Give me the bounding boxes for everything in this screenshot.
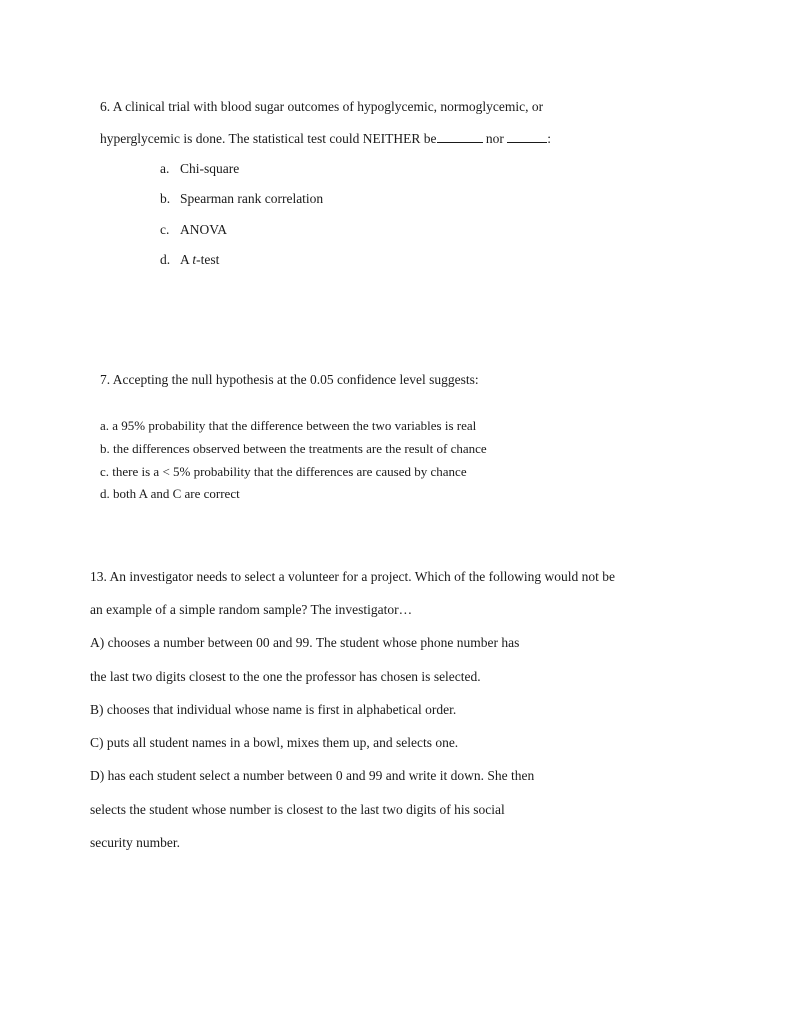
option-text: Chi-square <box>180 161 240 176</box>
q6-nor-text: nor <box>482 131 508 146</box>
option-text-prefix: A <box>180 252 193 267</box>
q6-blank-1 <box>437 131 483 143</box>
q7-option-d: d. both A and C are correct <box>100 486 240 501</box>
q13-line: D) has each student select a number between 0 and 99 and write it down. She then <box>90 768 535 783</box>
q13-line: selects the student whose number is closest to the last two digits of his social <box>90 802 505 817</box>
option-label: b. <box>160 191 171 206</box>
q6-blank-2 <box>507 131 547 143</box>
q13-line: 13. An investigator needs to select a volunteer for a project. Which of the following would not be <box>90 569 615 584</box>
q13-line: the last two digits closest to the one the professor has chosen is selected. <box>90 669 481 684</box>
option-text: Spearman rank correlation <box>180 191 324 206</box>
option-label: d. <box>160 252 171 267</box>
q7-option-b: b. the differences observed between the treatments are the result of chance <box>100 441 487 456</box>
q13-line: security number. <box>90 835 180 850</box>
option-label: c. <box>160 222 170 237</box>
q7-option-a: a. a 95% probability that the difference between the two variables is real <box>100 418 477 433</box>
option-text: ANOVA <box>180 222 228 237</box>
q13-line: C) puts all student names in a bowl, mixes them up, and selects one. <box>90 735 459 750</box>
q6-colon: : <box>547 131 552 146</box>
q6-stem-line1: 6. A clinical trial with blood sugar outcomes of hypoglycemic, normoglycemic, or <box>100 99 544 114</box>
option-label: a. <box>160 161 170 176</box>
option-text-suffix: -test <box>196 252 220 267</box>
q6-stem-line2 <box>100 131 551 146</box>
option-text-italic: t <box>192 252 197 267</box>
q13-line: B) chooses that individual whose name is first in alphabetical order. <box>90 702 457 717</box>
q6-stem-text: hyperglycemic is done. The statistical test could NEITHER be <box>100 131 437 146</box>
q7-stem: 7. Accepting the null hypothesis at the 0.05 confidence level suggests: <box>100 372 479 387</box>
q13-line: an example of a simple random sample? The investigator… <box>90 602 413 617</box>
q13-line: A) chooses a number between 00 and 99. The student whose phone number has <box>90 635 520 650</box>
q7-option-c: c. there is a < 5% probability that the differences are caused by chance <box>100 464 467 479</box>
option-text <box>180 253 219 267</box>
